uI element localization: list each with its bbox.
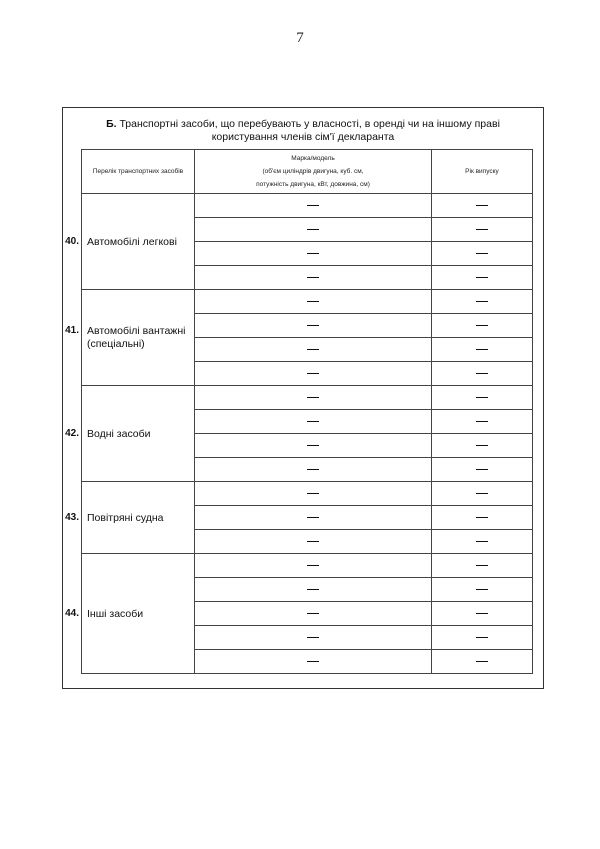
empty-dash <box>476 325 488 326</box>
year-cell <box>432 314 533 338</box>
category-number: 40. <box>65 235 79 247</box>
empty-dash <box>307 661 319 662</box>
brand-model-cell <box>195 218 432 242</box>
empty-dash <box>476 277 488 278</box>
category-cell <box>65 194 195 290</box>
empty-dash <box>476 349 488 350</box>
brand-model-cell <box>195 506 432 530</box>
table-row <box>82 482 533 506</box>
empty-dash <box>476 565 488 566</box>
year-cell <box>432 386 533 410</box>
empty-dash <box>307 397 319 398</box>
empty-dash <box>307 349 319 350</box>
table-row <box>82 194 533 218</box>
empty-dash <box>307 613 319 614</box>
empty-dash <box>476 421 488 422</box>
section-title-line1: Транспортні засоби, що перебувають у власності, в оренді чи на іншому праві <box>119 118 500 130</box>
header-brand-model-line2: (об'єм циліндрів двигуна, куб. см, <box>262 168 364 175</box>
table-header-row <box>82 150 533 194</box>
year-cell <box>432 338 533 362</box>
brand-model-cell <box>195 482 432 506</box>
year-cell <box>432 482 533 506</box>
year-cell <box>432 650 533 674</box>
empty-dash <box>307 301 319 302</box>
category-name-line2: (спеціальні) <box>87 338 145 350</box>
empty-dash <box>307 445 319 446</box>
empty-dash <box>307 253 319 254</box>
brand-model-cell <box>195 458 432 482</box>
empty-dash <box>476 205 488 206</box>
brand-model-cell <box>195 266 432 290</box>
category-cell <box>65 386 195 482</box>
category-number: 43. <box>65 511 79 523</box>
header-year: Рік випуску <box>432 150 533 194</box>
section-heading <box>63 118 543 144</box>
empty-dash <box>307 541 319 542</box>
section-b-frame <box>62 107 544 689</box>
empty-dash <box>476 613 488 614</box>
year-cell <box>432 290 533 314</box>
table-row <box>82 554 533 578</box>
table-row <box>82 290 533 314</box>
empty-dash <box>307 229 319 230</box>
empty-dash <box>307 205 319 206</box>
page-number: 7 <box>296 30 304 46</box>
empty-dash <box>476 469 488 470</box>
category-number: 42. <box>65 427 79 439</box>
category-cell <box>65 554 195 674</box>
empty-dash <box>476 517 488 518</box>
empty-dash <box>476 301 488 302</box>
year-cell <box>432 242 533 266</box>
vehicles-table <box>65 149 533 674</box>
year-cell <box>432 218 533 242</box>
empty-dash <box>476 253 488 254</box>
empty-dash <box>307 469 319 470</box>
year-cell <box>432 530 533 554</box>
year-cell <box>432 434 533 458</box>
year-cell <box>432 506 533 530</box>
category-name <box>87 428 151 441</box>
empty-dash <box>476 541 488 542</box>
empty-dash <box>476 445 488 446</box>
empty-dash <box>307 517 319 518</box>
category-cell <box>65 482 195 554</box>
brand-model-cell <box>195 650 432 674</box>
brand-model-cell <box>195 242 432 266</box>
empty-dash <box>476 589 488 590</box>
brand-model-cell <box>195 530 432 554</box>
category-name-line1: Водні засоби <box>87 427 151 440</box>
empty-dash <box>307 277 319 278</box>
empty-dash <box>307 373 319 374</box>
header-vehicle-list: Перелік транспортних засобів <box>82 150 195 194</box>
empty-dash <box>476 373 488 374</box>
category-name-line1: Інші засоби <box>87 607 144 620</box>
brand-model-cell <box>195 338 432 362</box>
brand-model-cell <box>195 578 432 602</box>
category-name-line1: Автомобілі вантажні <box>87 325 186 337</box>
year-cell <box>432 458 533 482</box>
empty-dash <box>307 493 319 494</box>
category-number: 41. <box>65 325 79 336</box>
year-cell <box>432 194 533 218</box>
empty-dash <box>476 229 488 230</box>
year-cell <box>432 602 533 626</box>
category-name <box>87 608 143 621</box>
header-brand-model-line3: потужність двигуна, кВт, довжина, см) <box>256 181 370 188</box>
section-title-line2: користування членів сім'ї декларанта <box>211 131 395 143</box>
category-name <box>87 325 185 351</box>
category-name-line1: Автомобілі легкові <box>87 235 177 248</box>
category-name <box>87 512 163 525</box>
header-brand-model <box>195 150 432 194</box>
brand-model-cell <box>195 554 432 578</box>
year-cell <box>432 266 533 290</box>
empty-dash <box>476 493 488 494</box>
category-name <box>87 236 177 249</box>
section-letter: Б. <box>106 118 117 130</box>
brand-model-cell <box>195 626 432 650</box>
empty-dash <box>307 325 319 326</box>
category-name-line1: Повітряні судна <box>87 511 164 524</box>
brand-model-cell <box>195 602 432 626</box>
empty-dash <box>307 565 319 566</box>
empty-dash <box>476 637 488 638</box>
year-cell <box>432 626 533 650</box>
year-cell <box>432 554 533 578</box>
year-cell <box>432 578 533 602</box>
brand-model-cell <box>195 434 432 458</box>
brand-model-cell <box>195 386 432 410</box>
year-cell <box>432 410 533 434</box>
brand-model-cell <box>195 362 432 386</box>
category-number: 44. <box>65 607 79 619</box>
empty-dash <box>307 421 319 422</box>
brand-model-cell <box>195 314 432 338</box>
empty-dash <box>476 397 488 398</box>
table-body <box>65 194 533 674</box>
empty-dash <box>307 637 319 638</box>
year-cell <box>432 362 533 386</box>
empty-dash <box>307 589 319 590</box>
category-cell <box>65 290 195 386</box>
brand-model-cell <box>195 410 432 434</box>
brand-model-cell <box>195 290 432 314</box>
empty-dash <box>476 661 488 662</box>
brand-model-cell <box>195 194 432 218</box>
header-brand-model-line1: Марка/модель <box>291 155 335 162</box>
table-row <box>82 386 533 410</box>
